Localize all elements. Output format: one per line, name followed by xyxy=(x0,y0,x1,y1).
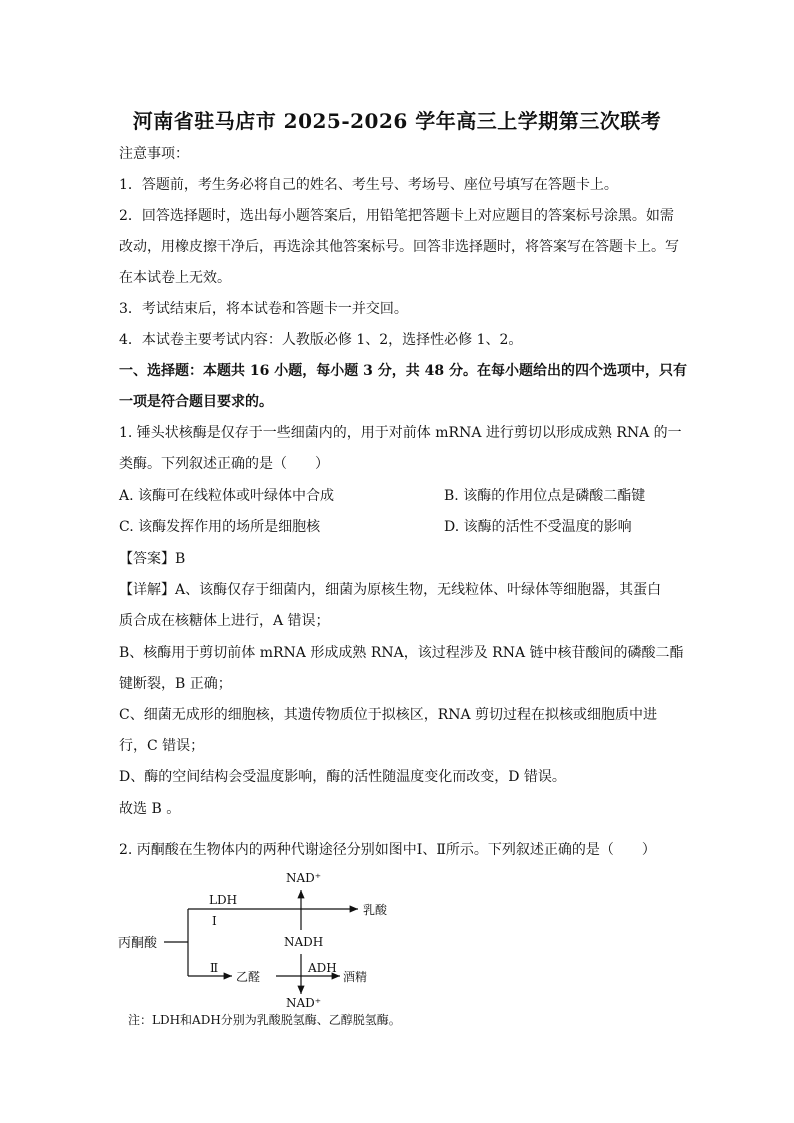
option-c: C. 该酶发挥作用的场所是细胞核 xyxy=(119,519,321,535)
notice-item: 在本试卷上无效。 xyxy=(119,270,231,286)
question-stem: 2. 丙酮酸在生物体内的两种代谢途径分别如图中Ⅰ、Ⅱ所示。下列叙述正确的是（ ） xyxy=(119,842,656,858)
path2-label: Ⅱ xyxy=(210,961,219,975)
option-d: D. 该酶的活性不受温度的影响 xyxy=(444,519,632,535)
pyruvate-label: 丙酮酸 xyxy=(118,936,158,951)
notice-item: 4．本试卷主要考试内容：人教版必修 1、2，选择性必修 1、2。 xyxy=(119,332,523,348)
question-stem: 类酶。下列叙述正确的是（ ） xyxy=(119,456,329,472)
question-stem: 1. 锤头状核酶是仅存于一些细菌内的，用于对前体 mRNA 进行剪切以形成成熟 RNA 的一 xyxy=(119,425,682,441)
explanation-line: B、核酶用于剪切前体 mRNA 形成成熟 RNA，该过程涉及 RNA 链中核苷酸间的磷酸二酯 xyxy=(119,645,684,661)
explanation-line: 行，C 错误； xyxy=(119,738,205,754)
notice-item: 改动，用橡皮擦干净后，再选涂其他答案标号。回答非选择题时，将答案写在答题卡上。写 xyxy=(119,239,679,255)
option-b: B. 该酶的作用位点是磷酸二酯键 xyxy=(444,488,646,504)
nadh-label: NADH xyxy=(284,935,324,949)
explanation-line: 键断裂，B 正确； xyxy=(119,676,232,692)
page-title: 河南省驻马店市 2025-2026 学年高三上学期第三次联考 xyxy=(132,109,662,133)
ldh-label: LDH xyxy=(209,893,238,907)
answer: 【答案】B xyxy=(119,551,186,567)
explanation-line: D、酶的空间结构会受温度影响，酶的活性随温度变化而改变，D 错误。 xyxy=(119,769,566,785)
section-heading: 一项是符合题目要求的。 xyxy=(119,394,273,410)
diagram-note: 注：LDH和ADH分别为乳酸脱氢酶、乙醇脱氢酶。 xyxy=(128,1013,401,1027)
ethanol-label: 酒精 xyxy=(343,970,368,984)
notice-item: 3．考试结束后，将本试卷和答题卡一并交回。 xyxy=(119,301,408,317)
nad-top-label: NAD⁺ xyxy=(286,871,322,885)
option-a: A. 该酶可在线粒体或叶绿体中合成 xyxy=(119,488,335,504)
explanation-line: 故选 B 。 xyxy=(119,801,181,817)
notice-item: 2．回答选择题时，选出每小题答案后，用铅笔把答题卡上对应题目的答案标号涂黑。如需 xyxy=(119,208,674,224)
acetaldehyde-label: 乙醛 xyxy=(236,970,261,984)
notice-heading: 注意事项： xyxy=(119,146,189,162)
path1-label: Ⅰ xyxy=(212,914,217,928)
notice-item: 1．答题前，考生务必将自己的姓名、考生号、考场号、座位号填写在答题卡上。 xyxy=(119,177,618,193)
lactate-label: 乳酸 xyxy=(363,903,388,917)
nad-bottom-label: NAD⁺ xyxy=(286,996,322,1010)
metabolic-pathway-diagram xyxy=(118,868,438,1033)
explanation-line: C、细菌无成形的细胞核，其遗传物质位于拟核区，RNA 剪切过程在拟核或细胞质中进 xyxy=(119,707,658,723)
section-heading: 一、选择题：本题共 16 小题，每小题 3 分，共 48 分。在每小题给出的四个选项中，只有 xyxy=(119,363,687,379)
explanation-line: 质合成在核糖体上进行，A 错误； xyxy=(119,613,330,629)
explanation-line: 【详解】A、该酶仅存于细菌内，细菌为原核生物，无线粒体、叶绿体等细胞器，其蛋白 xyxy=(119,582,662,598)
adh-label: ADH xyxy=(308,961,337,975)
